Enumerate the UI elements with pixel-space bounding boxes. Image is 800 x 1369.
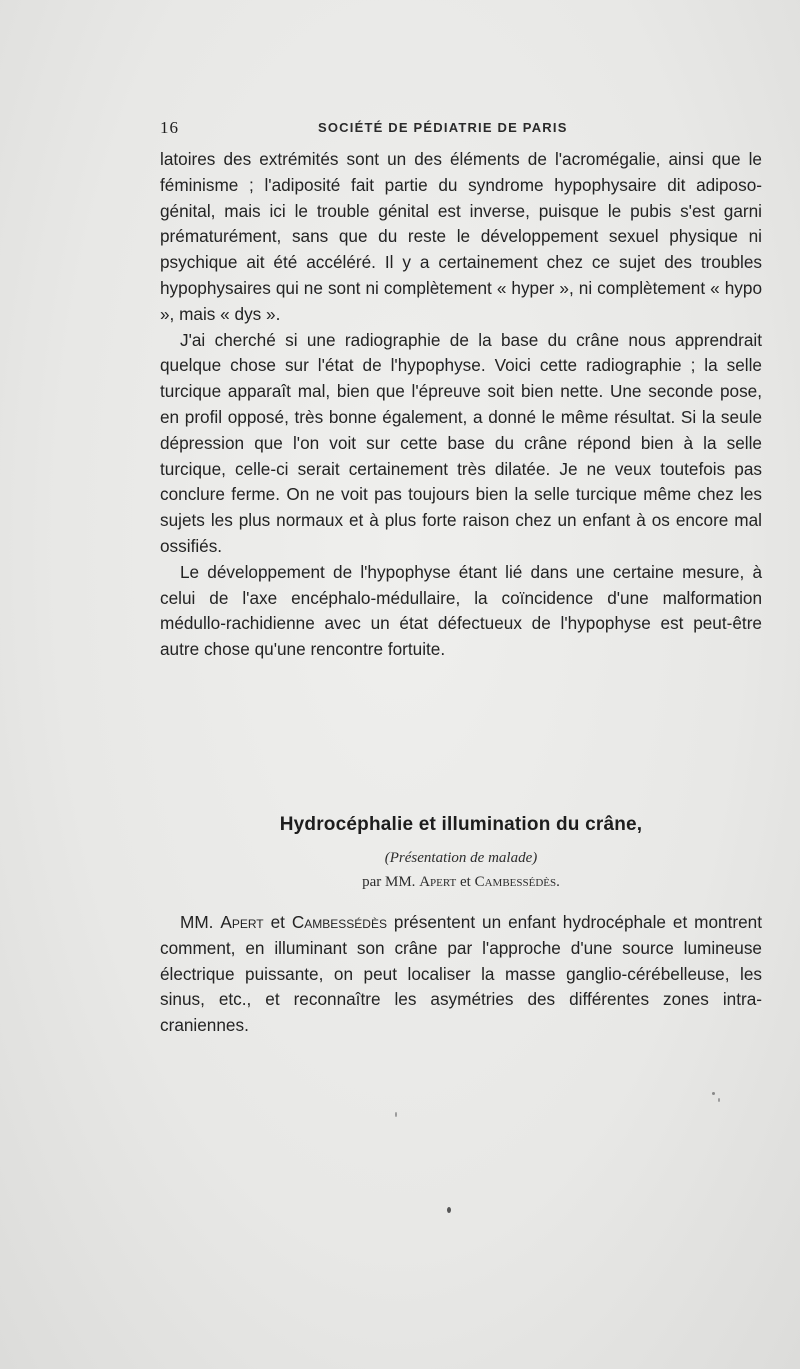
ink-speck [718,1098,720,1102]
authors-joiner: et [460,874,471,890]
author-apert: Apert [419,874,457,890]
section-subtitle: (Présentation de malade) [384,850,538,866]
ink-speck [712,1092,715,1095]
lead-text: présentent un enfant hydrocéphale et montrent comment, en illuminant son crâne par l'approche d'une source lumineuse électrique puissante, on peut localiser la masse ganglio-cérébelleuse, les sinus, etc., et reconnaître les asymétries des différentes zones intra-craniennes. [160,912,763,1036]
paragraph-2: J'ai cherché si une radiographie de la base du crâne nous apprendrait quelque chose sur l'état de l'hypophyse. Voici cette radiographie ; la selle turcique apparaît mal, bien que l'épreuve soit bien nette. Une seconde pose, en profil opposé, très bonne également, a donné le même résultat. Si la seule dépression que l'on voit sur cette base du crâne répond bien à la selle turcique, celle-ci serait certainement très dilatée. Je ne veux toutefois pas conclure ferme. On ne voit pas toujours bien la selle turcique même chez les sujets les plus normaux et à plus forte raison chez un enfant à os encore mal ossifiés. [160,329,762,556]
section-heading: Hydrocéphalie et illumination du crâne, [279,814,643,835]
paragraph-3: Le développement de l'hypophyse étant lié dans une certaine mesure, à celui de l'axe encéphalo-médullaire, la coïncidence d'une malformation médullo-rachidienne avec un état défectueux de l'hypophyse est peut-être autre chose qu'une rencontre fortuite. [160,561,762,660]
lead-author-cambessedes: Cambessédès [291,912,387,932]
section-text [160,910,762,1039]
lead-prefix: MM. [180,912,214,932]
lead-joiner: et [270,912,285,932]
running-header [160,118,622,138]
authors-prefix: par MM. [362,874,416,890]
main-text [160,147,762,663]
section-authors [160,874,762,891]
section-paragraph [160,910,762,1039]
lead-author-apert: Apert [220,912,264,932]
page-number: 16 [160,118,179,137]
header-title: SOCIÉTÉ DE PÉDIATRIE DE PARIS [318,120,568,135]
author-cambessedes: Cambessédès. [474,874,560,890]
ink-speck [447,1207,451,1213]
ink-speck [395,1112,397,1117]
paragraph-1: latoires des extrémités sont un des éléments de l'acromégalie, ainsi que le féminisme ; l'adiposité fait partie du syndrome hypophysaire dit adiposo-génital, mais ici le trouble génital est inverse, puisque le pubis s'est garni prématurément, sans que du reste le développement sexuel physique ni psychique ait été accéléré. Il y a certainement chez ce sujet des troubles hypophysaires qui ne sont ni complètement « hyper », ni complètement « hypo », mais « dys ». [160,149,762,324]
